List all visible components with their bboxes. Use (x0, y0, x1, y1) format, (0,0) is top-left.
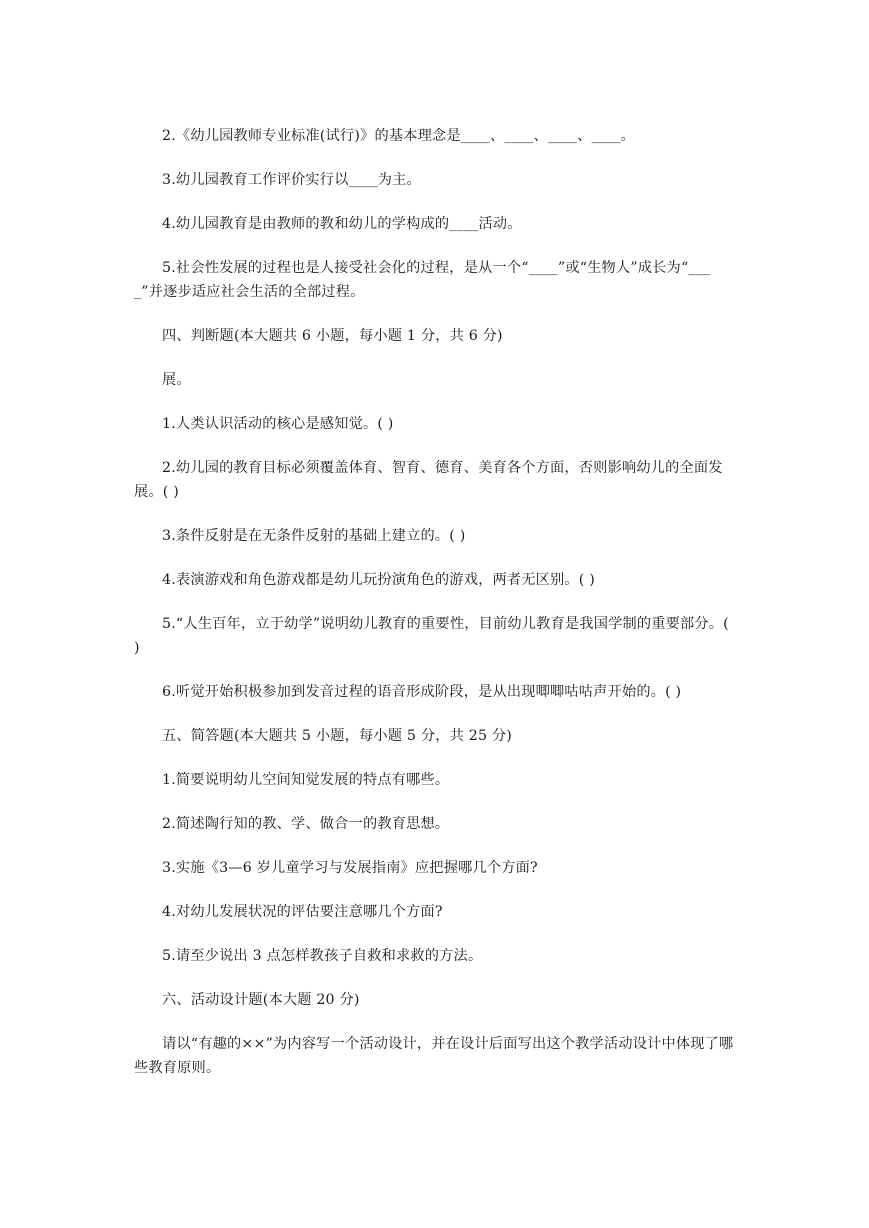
fill-blank-question-5: 5.社会性发展的过程也是人接受社会化的过程，是从一个“____”或“生物人”成长为“____”并逐步适应社会生活的全部过程。 (134, 260, 711, 300)
true-false-question-5: 5.“人生百年，立于幼学”说明幼儿教育的重要性，目前幼儿教育是我国学制的重要部分。( ) (134, 616, 729, 656)
short-answer-question-3: 3.实施《3—6 岁儿童学习与发展指南》应把握哪几个方面? (162, 860, 538, 876)
true-false-question-6: 6.听觉开始积极参加到发音过程的语音形成阶段，是从出现唧唧咕咕声开始的。( ) (162, 684, 682, 700)
section-heading-activity-design: 六、活动设计题(本大题 20 分) (162, 992, 360, 1008)
fill-blank-question-3: 3.幼儿园教育工作评价实行以____为主。 (162, 172, 421, 188)
stray-text-fragment: 展。 (162, 372, 191, 388)
true-false-question-4: 4.表演游戏和角色游戏都是幼儿玩扮演角色的游戏，两者无区别。( ) (162, 572, 595, 588)
section-heading-short-answer: 五、简答题(本大题共 5 小题，每小题 5 分，共 25 分) (162, 728, 512, 744)
true-false-question-2: 2.幼儿园的教育目标必须覆盖体育、智育、德育、美育各个方面，否则影响幼儿的全面发展。( ) (134, 460, 723, 500)
short-answer-question-1: 1.简要说明幼儿空间知觉发展的特点有哪些。 (162, 772, 450, 788)
activity-design-question: 请以“有趣的××”为内容写一个活动设计，并在设计后面写出这个教学活动设计中体现了哪些教育原则。 (134, 1036, 734, 1076)
document-body (134, 124, 739, 1100)
true-false-question-1: 1.人类认识活动的核心是感知觉。( ) (162, 416, 394, 432)
short-answer-question-4: 4.对幼儿发展状况的评估要注意哪几个方面? (162, 904, 443, 920)
fill-blank-question-2: 2.《幼儿园教师专业标准(试行)》的基本理念是____、____、____、____。 (162, 128, 636, 144)
short-answer-question-2: 2.简述陶行知的教、学、做合一的教育思想。 (162, 816, 450, 832)
short-answer-question-5: 5.请至少说出 3 点怎样教孩子自救和求救的方法。 (162, 948, 483, 964)
true-false-question-3: 3.条件反射是在无条件反射的基础上建立的。( ) (162, 528, 466, 544)
section-heading-true-false: 四、判断题(本大题共 6 小题，每小题 1 分，共 6 分) (162, 328, 503, 344)
fill-blank-question-4: 4.幼儿园教育是由教师的教和幼儿的学构成的____活动。 (162, 216, 522, 232)
